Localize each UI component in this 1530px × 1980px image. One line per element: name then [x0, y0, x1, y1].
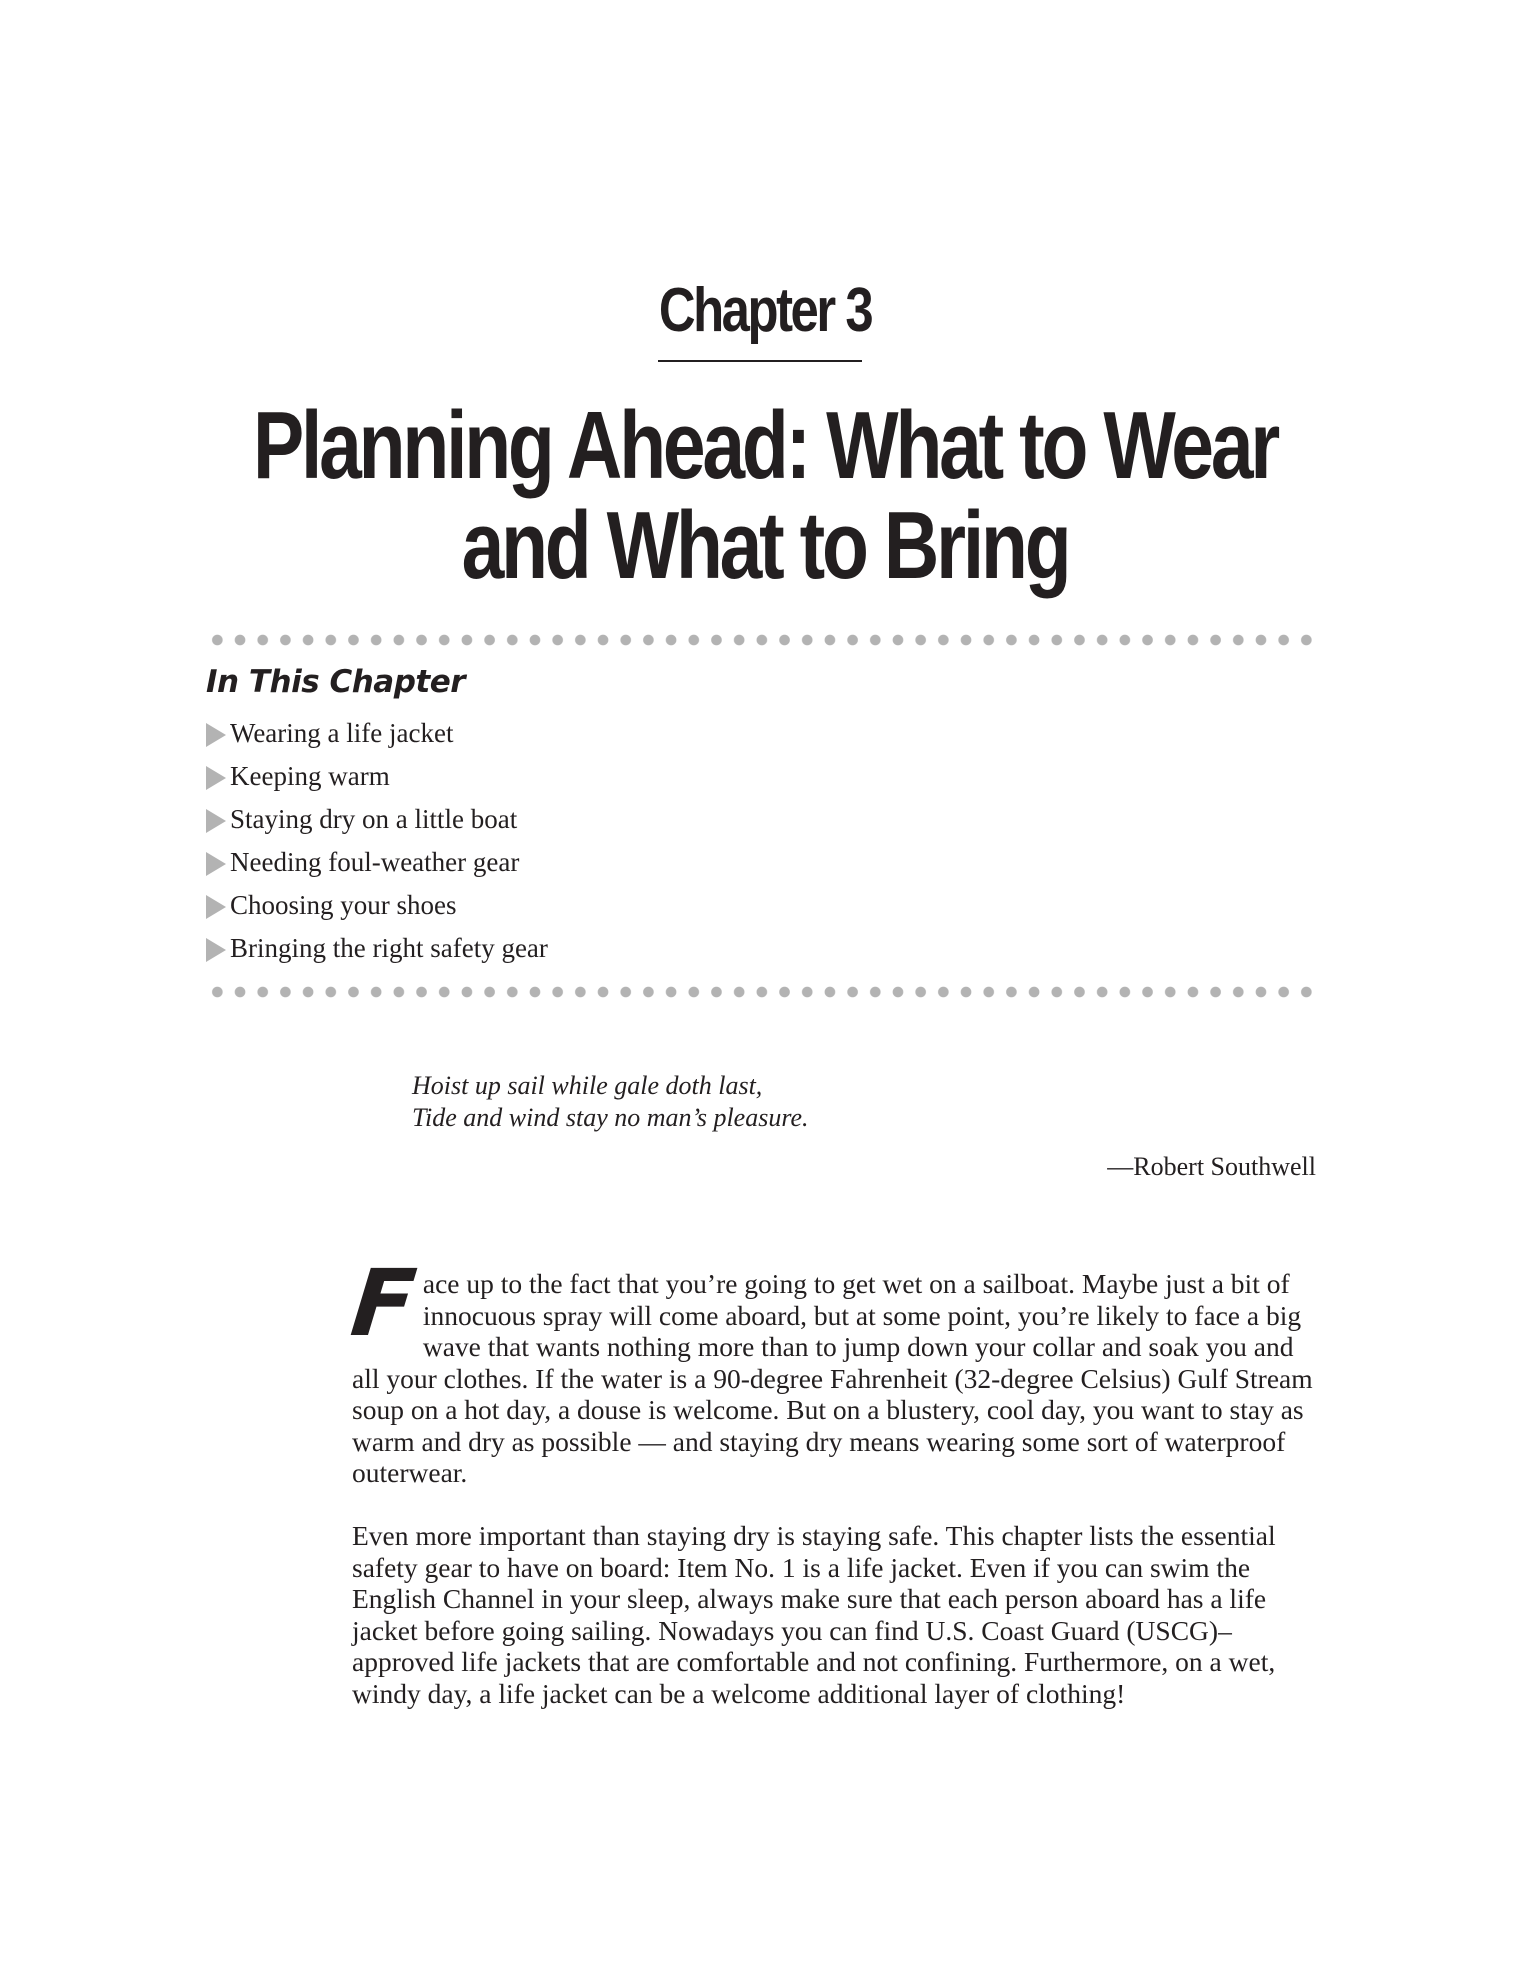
list-item-text: Wearing a life jacket	[230, 718, 454, 748]
triangle-bullet-icon	[206, 723, 226, 747]
epigraph-attribution: —Robert Southwell	[1107, 1152, 1316, 1181]
list-item	[206, 798, 548, 841]
list-item	[206, 927, 548, 970]
triangle-bullet-icon	[206, 852, 226, 876]
in-this-chapter-heading: In This Chapter	[206, 664, 466, 700]
in-this-chapter-list	[206, 712, 548, 970]
chapter-title-line-1: Planning Ahead: What to Wear	[252, 392, 1278, 499]
list-item-text: Choosing your shoes	[230, 890, 457, 920]
list-item	[206, 841, 548, 884]
list-item	[206, 755, 548, 798]
chapter-title	[0, 392, 1530, 599]
triangle-bullet-icon	[206, 766, 226, 790]
chapter-title-line-2: and What to Bring	[461, 492, 1069, 599]
epigraph-line-2: Tide and wind stay no man’s pleasure.	[412, 1103, 809, 1132]
dotted-divider-top	[206, 634, 1316, 646]
body-paragraph-1-text: ace up to the fact that you’re going to get wet on a sailboat. Maybe just a bit of innocuous spray will come aboard, but at some point, you’re likely to face a big wave that wants nothing more than to jump down your collar and soak you and all your clothes. If the water is a 90-degree Fahrenheit (32-degree Celsius) Gulf Stream soup on a hot day, a douse is welcome. But on a blustery, cool day, you want to stay as warm and dry as possible — and staying dry means wearing some sort of waterproof outerwear.	[352, 1268, 1313, 1488]
list-item-text: Staying dry on a little boat	[230, 804, 518, 834]
dotted-divider-bottom	[206, 986, 1316, 998]
triangle-bullet-icon	[206, 809, 226, 833]
drop-cap: F	[346, 1250, 421, 1357]
body-paragraph-1	[346, 1250, 1316, 1489]
chapter-label: Chapter 3	[658, 276, 872, 345]
chapter-underline	[658, 360, 862, 362]
epigraph-line-1: Hoist up sail while gale doth last,	[412, 1071, 763, 1100]
list-item-text: Bringing the right safety gear	[230, 933, 548, 963]
epigraph	[412, 1070, 809, 1134]
list-item	[206, 884, 548, 927]
list-item-text: Keeping warm	[230, 761, 390, 791]
triangle-bullet-icon	[206, 938, 226, 962]
triangle-bullet-icon	[206, 895, 226, 919]
body-paragraph-2: Even more important than staying dry is staying safe. This chapter lists the essential safety gear to have on board: Item No. 1 is a life jacket. Even if you can swim the English Channel in your sleep, always make sure that each person aboard has a life jacket before going sailing. Nowadays you can find U.S. Coast Guard (USCG)–approved life jackets that are comfortable and not confining. Furthermore, on a wet, windy day, a life jacket can be a welcome additional layer of clothing!	[352, 1520, 1276, 1709]
list-item-text: Needing foul-weather gear	[230, 847, 520, 877]
list-item	[206, 712, 548, 755]
